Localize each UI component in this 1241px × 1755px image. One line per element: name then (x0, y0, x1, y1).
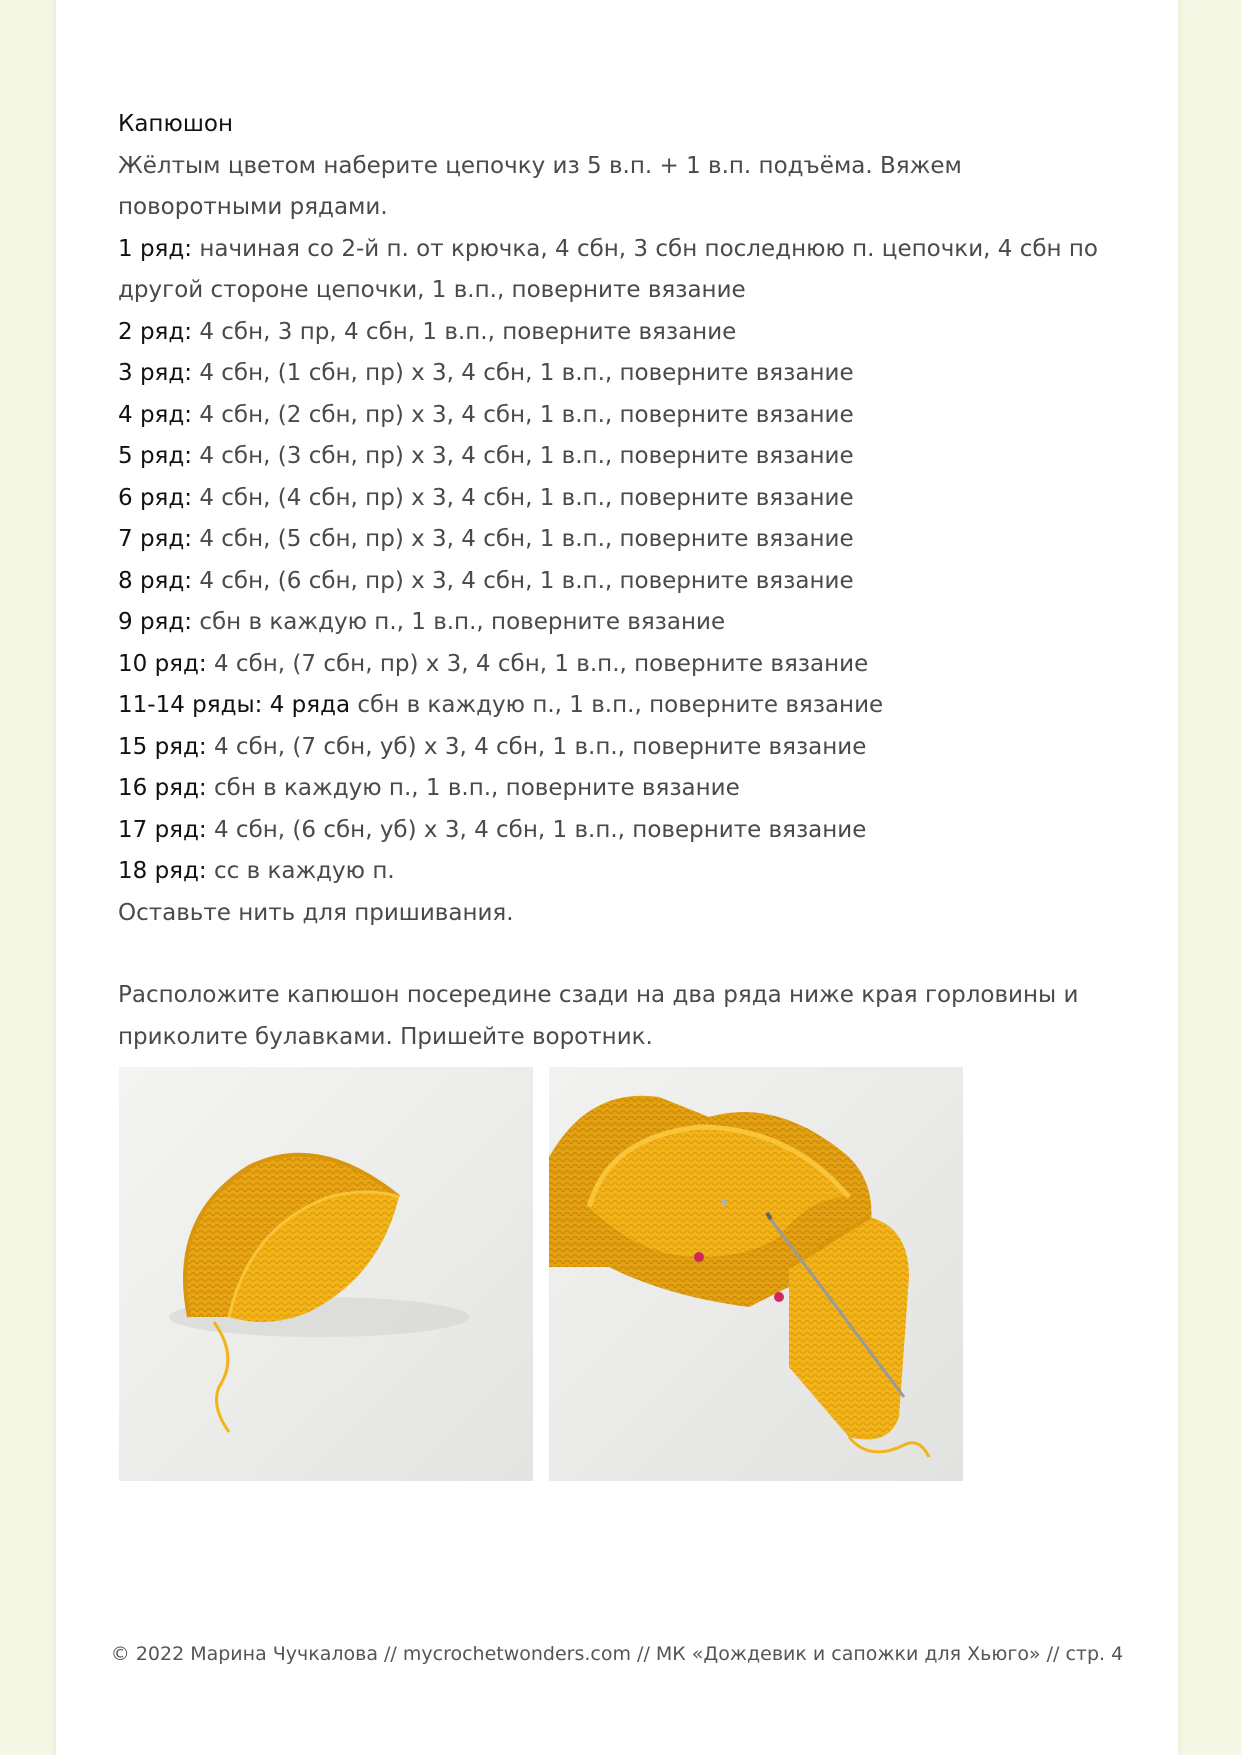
intro-paragraph: Жёлтым цветом наберите цепочку из 5 в.п. + 1 в.п. подъёма. Вяжем поворотными рядами. (118, 152, 962, 220)
row-label: 15 ряд: (118, 733, 207, 760)
row-instruction (118, 851, 1118, 893)
page-footer: © 2022 Марина Чучкалова // mycrochetwonders.com // МК «Дождевик и сапожки для Хьюго» // стр. 4 (110, 1643, 1124, 1665)
row-instruction (118, 727, 1118, 769)
row-instruction (118, 810, 1118, 852)
row-instruction (118, 395, 1118, 437)
row-instruction (118, 685, 1118, 727)
row-instruction (118, 519, 1118, 561)
row-text: начиная со 2-й п. от крючка, 4 сбн, 3 сбн последнюю п. цепочки, 4 сбн по другой стороне цепочки, 1 в.п., поверните вязание (118, 235, 1098, 303)
row-label: 3 ряд: (118, 360, 193, 386)
row-label: 7 ряд: (118, 526, 193, 552)
row-instruction (118, 312, 1118, 354)
row-label: 4 ряд: (118, 401, 193, 428)
hood-photo (119, 1067, 533, 1481)
row-text: сбн в каждую п., 1 в.п., поверните вязание (350, 692, 884, 718)
row-instruction (118, 478, 1118, 520)
row-text: 4 сбн, (7 сбн, пр) х 3, 4 сбн, 1 в.п., поверните вязание (206, 650, 869, 677)
row-label: 10 ряд: (118, 650, 207, 677)
row-text: 4 сбн, (4 сбн, пр) х 3, 4 сбн, 1 в.п., поверните вязание (192, 484, 854, 511)
spacer (118, 934, 1118, 975)
assembly-paragraph: Расположите капюшон посередине сзади на два ряда ниже края горловины и приколите булавками. Пришейте воротник. (118, 982, 1079, 1050)
row-instruction (118, 768, 1118, 810)
photo-row (119, 1067, 1019, 1481)
row-instruction (118, 644, 1118, 686)
closing-note: Оставьте нить для пришивания. (118, 899, 514, 926)
row-label: 9 ряд: (118, 609, 193, 635)
row-label: 8 ряд: (118, 567, 193, 594)
row-instruction (118, 353, 1118, 395)
row-text: 4 сбн, (2 сбн, пр) х 3, 4 сбн, 1 в.п., поверните вязание (192, 401, 854, 428)
document-page (56, 0, 1178, 1755)
row-label: 6 ряд: (118, 484, 193, 511)
row-instructions (118, 229, 1118, 893)
row-text: 4 сбн, (7 сбн, уб) х 3, 4 сбн, 1 в.п., поверните вязание (206, 733, 867, 760)
section-title: Капюшон (118, 111, 233, 137)
row-instruction (118, 602, 1118, 644)
hood-illustration (119, 1067, 533, 1481)
row-label: 18 ряд: (118, 858, 207, 884)
row-instruction (118, 229, 1118, 312)
row-label: 1 ряд: (118, 235, 193, 262)
row-label: 16 ряд: (118, 775, 207, 801)
row-label: 11-14 ряды: 4 ряда (118, 692, 351, 718)
row-text: сбн в каждую п., 1 в.п., поверните вязание (206, 775, 740, 801)
page-content (118, 104, 1118, 1058)
row-label: 5 ряд: (118, 443, 193, 469)
row-instruction (118, 436, 1118, 478)
row-text: 4 сбн, 3 пр, 4 сбн, 1 в.п., поверните вязание (192, 318, 737, 345)
pinned-hood-photo (549, 1067, 963, 1481)
row-text: сс в каждую п. (206, 858, 395, 884)
pinned-hood-illustration (549, 1067, 963, 1481)
row-label: 2 ряд: (118, 318, 193, 345)
row-text: 4 сбн, (6 сбн, пр) х 3, 4 сбн, 1 в.п., поверните вязание (192, 567, 854, 594)
row-text: 4 сбн, (1 сбн, пр) х 3, 4 сбн, 1 в.п., поверните вязание (192, 360, 854, 386)
row-text: сбн в каждую п., 1 в.п., поверните вязание (192, 609, 726, 635)
row-instruction (118, 561, 1118, 603)
row-text: 4 сбн, (3 сбн, пр) х 3, 4 сбн, 1 в.п., поверните вязание (192, 443, 854, 469)
row-text: 4 сбн, (6 сбн, уб) х 3, 4 сбн, 1 в.п., поверните вязание (206, 816, 867, 843)
row-label: 17 ряд: (118, 816, 207, 843)
row-text: 4 сбн, (5 сбн, пр) х 3, 4 сбн, 1 в.п., поверните вязание (192, 526, 854, 552)
